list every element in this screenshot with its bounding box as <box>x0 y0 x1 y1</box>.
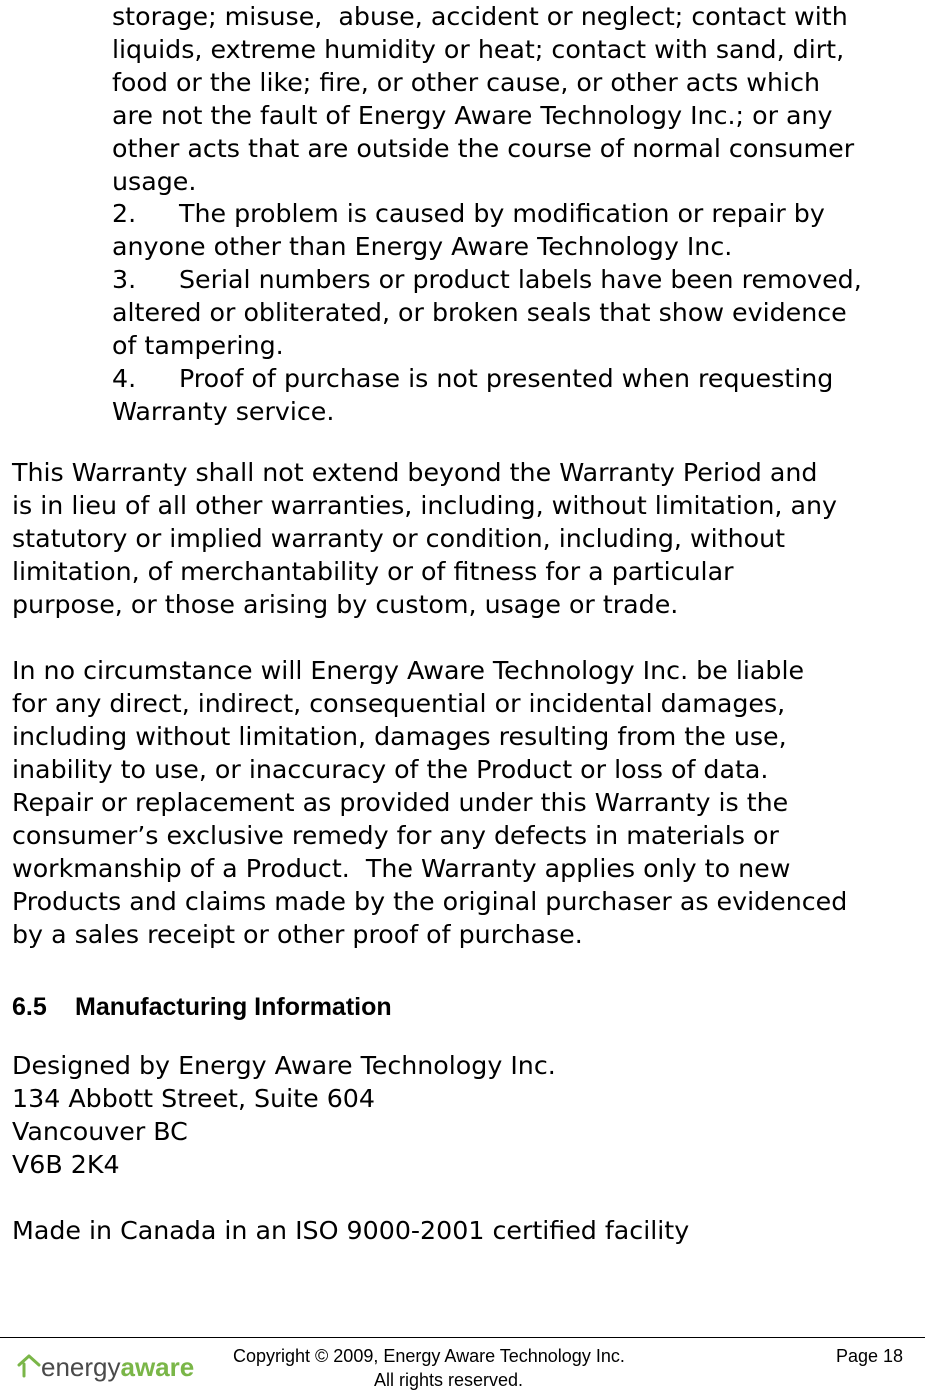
address-line: Vancouver BC <box>12 1117 188 1146</box>
intro-line: usage. <box>112 167 197 196</box>
paragraph-line: including without limitation, damages resulting from the use, <box>12 722 787 751</box>
address-line: Designed by Energy Aware Technology Inc. <box>12 1051 556 1080</box>
intro-line: other acts that are outside the course of normal consumer <box>112 134 855 163</box>
paragraph-line: Products and claims made by the original purchaser as evidenced <box>12 887 848 916</box>
list-text: Proof of purchase is not presented when requesting <box>179 364 834 393</box>
section-number: 6.5 <box>12 993 47 1021</box>
exclusion-item <box>112 197 922 230</box>
list-number: 2. <box>112 199 137 228</box>
footer-divider <box>0 1337 925 1338</box>
exclusion-line: anyone other than Energy Aware Technology Inc. <box>112 232 733 261</box>
logo-text-aware: aware <box>120 1352 195 1382</box>
section-heading <box>12 990 392 1024</box>
paragraph-line: for any direct, indirect, consequential or incidental damages, <box>12 689 786 718</box>
paragraph-line: is in lieu of all other warranties, including, without limitation, any <box>12 491 837 520</box>
list-number: 4. <box>112 364 137 393</box>
page-number: Page 18 <box>836 1346 904 1366</box>
footer-copyright: Copyright © 2009, Energy Aware Technology Inc. <box>233 1346 625 1366</box>
logo-text-energy: energy <box>41 1352 121 1382</box>
paragraph-line: This Warranty shall not extend beyond the Warranty Period and <box>12 458 818 487</box>
list-text: The problem is caused by modification or repair by <box>179 199 825 228</box>
paragraph-line: In no circumstance will Energy Aware Technology Inc. be liable <box>12 656 805 685</box>
intro-line: are not the fault of Energy Aware Technology Inc.; or any <box>112 101 833 130</box>
intro-line: food or the like; fire, or other cause, or other acts which <box>112 68 821 97</box>
intro-line: liquids, extreme humidity or heat; contact with sand, dirt, <box>112 35 845 64</box>
list-text: Serial numbers or product labels have been removed, <box>179 265 862 294</box>
paragraph-line: inability to use, or inaccuracy of the Product or loss of data. <box>12 755 769 784</box>
exclusion-line: Warranty service. <box>112 397 335 426</box>
exclusion-line: altered or obliterated, or broken seals that show evidence <box>112 298 847 327</box>
made-in-statement: Made in Canada in an ISO 9000-2001 certified facility <box>12 1216 690 1245</box>
address-line: 134 Abbott Street, Suite 604 <box>12 1084 375 1113</box>
paragraph-line: limitation, of merchantability or of fitness for a particular <box>12 557 734 586</box>
exclusion-item <box>112 263 922 296</box>
paragraph-line: statutory or implied warranty or condition, including, without <box>12 524 786 553</box>
paragraph-line: Repair or replacement as provided under this Warranty is the <box>12 788 789 817</box>
list-number: 3. <box>112 265 137 294</box>
section-title: Manufacturing Information <box>75 993 392 1021</box>
intro-line: storage; misuse, abuse, accident or neglect; contact with <box>112 2 848 31</box>
exclusion-line: of tampering. <box>112 331 284 360</box>
paragraph-line: by a sales receipt or other proof of purchase. <box>12 920 583 949</box>
paragraph-line: consumer’s exclusive remedy for any defects in materials or <box>12 821 779 850</box>
paragraph-line: workmanship of a Product. The Warranty applies only to new <box>12 854 791 883</box>
footer-rights: All rights reserved. <box>374 1370 524 1390</box>
logo-wordmark <box>41 1351 194 1383</box>
exclusion-item <box>112 362 922 395</box>
paragraph-line: purpose, or those arising by custom, usage or trade. <box>12 590 679 619</box>
energyaware-logo <box>16 1349 195 1385</box>
address-line: V6B 2K4 <box>12 1150 120 1179</box>
